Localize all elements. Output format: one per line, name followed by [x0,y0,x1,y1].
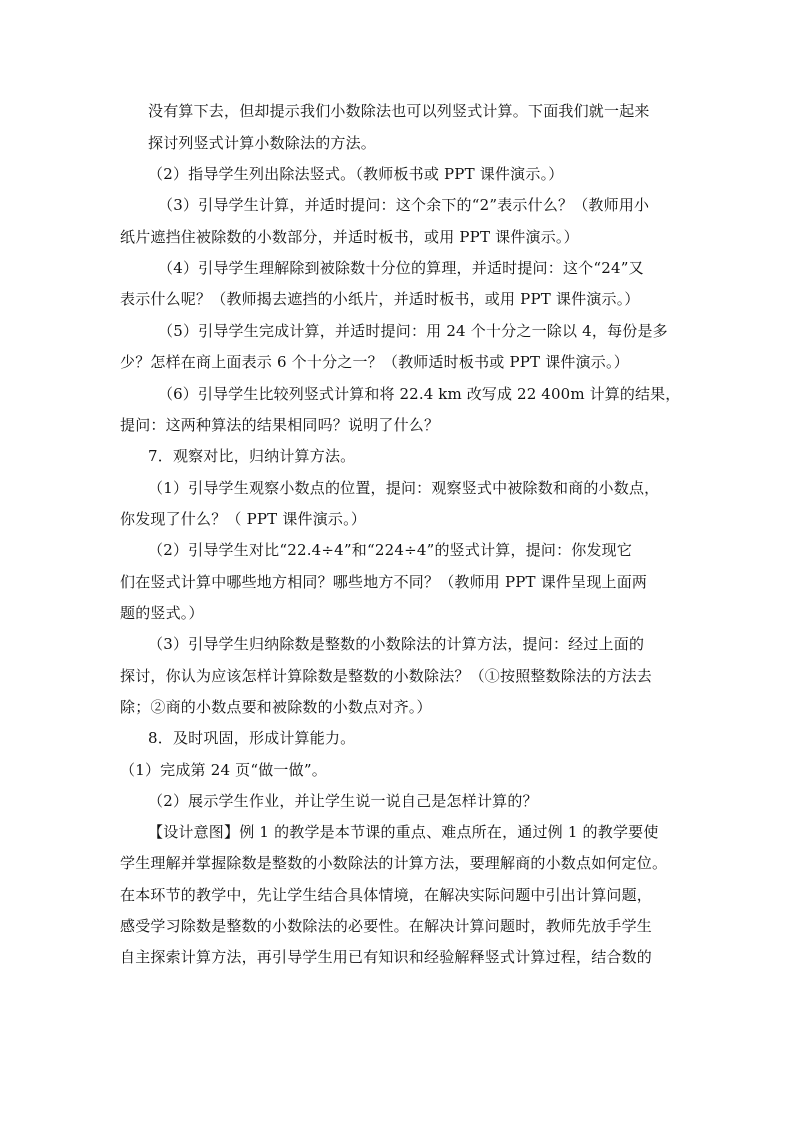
text-line: （1）引导学生观察小数点的位置，提问：观察竖式中被除数和商的小数点， [148,479,660,497]
text-line: （6）引导学生比较列竖式计算和将 22.4 km 改写成 22 400m 计算的结果， [158,385,681,403]
text-line: 自主探索计算方法，再引导学生用已有知识和经验解释竖式计算过程，结合数的 [120,948,653,966]
text-line: （3）引导学生计算，并适时提问：这个余下的“2”表示什么？（教师用小 [158,196,650,214]
text-line: 在本环节的教学中，先让学生结合具体情境，在解决实际问题中引出计算问题， [120,886,653,904]
text-line: 纸片遮挡住被除数的小数部分，并适时板书，或用 PPT 课件演示。） [120,228,579,246]
text-line: 探讨，你认为应该怎样计算除数是整数的小数除法？（①按照整数除法的方法去 [120,667,653,685]
text-line: 提问：这两种算法的结果相同吗？说明了什么？ [120,416,440,434]
text-line: 你发现了什么？（ PPT 课件演示。） [120,510,367,528]
text-line: 少？怎样在商上面表示 6 个十分之一？（教师适时板书或 PPT 课件演示。） [120,353,629,371]
text-line: （3）引导学生归纳除数是整数的小数除法的计算方法，提问：经过上面的 [148,635,645,653]
text-line: 学生理解并掌握除数是整数的小数除法的计算方法，要理解商的小数点如何定位。 [120,854,668,872]
text-line: （5）引导学生完成计算，并适时提问：用 24 个十分之一除以 4，每份是多 [158,322,668,340]
text-line: 8．及时巩固，形成计算能力。 [148,729,356,747]
text-line: 题的竖式。） [120,604,204,622]
text-line: 们在竖式计算中哪些地方相同？哪些地方不同？（教师用 PPT 课件呈现上面两 [120,573,648,591]
text-line: 探讨列竖式计算小数除法的方法。 [148,134,377,152]
text-line: （2）引导学生对比“22.4÷4”和“224÷4”的竖式计算，提问：你发现它 [148,541,633,559]
text-line: 【设计意图】例 1 的教学是本节课的重点、难点所在，通过例 1 的教学要使 [148,823,659,841]
text-line: 感受学习除数是整数的小数除法的必要性。在解决计算问题时，教师先放手学生 [120,917,653,935]
text-line: 除；②商的小数点要和被除数的小数点对齐。） [120,698,432,716]
text-line: （2）指导学生列出除法竖式。（教师板书或 PPT 课件演示。） [148,165,564,183]
text-line: 7．观察对比，归纳计算方法。 [148,447,356,465]
text-line: （2）展示学生作业，并让学生说一说自己是怎样计算的？ [148,792,538,810]
text-line: （1）完成第 24 页“做一做”。 [120,761,327,779]
text-line: 没有算下去，但却提示我们小数除法也可以列竖式计算。下面我们就一起来 [148,102,650,120]
text-line: （4）引导学生理解除到被除数十分位的算理，并适时提问：这个“24”又 [158,259,644,277]
text-line: 表示什么呢？（教师揭去遮挡的小纸片，并适时板书，或用 PPT 课件演示。） [120,290,640,308]
